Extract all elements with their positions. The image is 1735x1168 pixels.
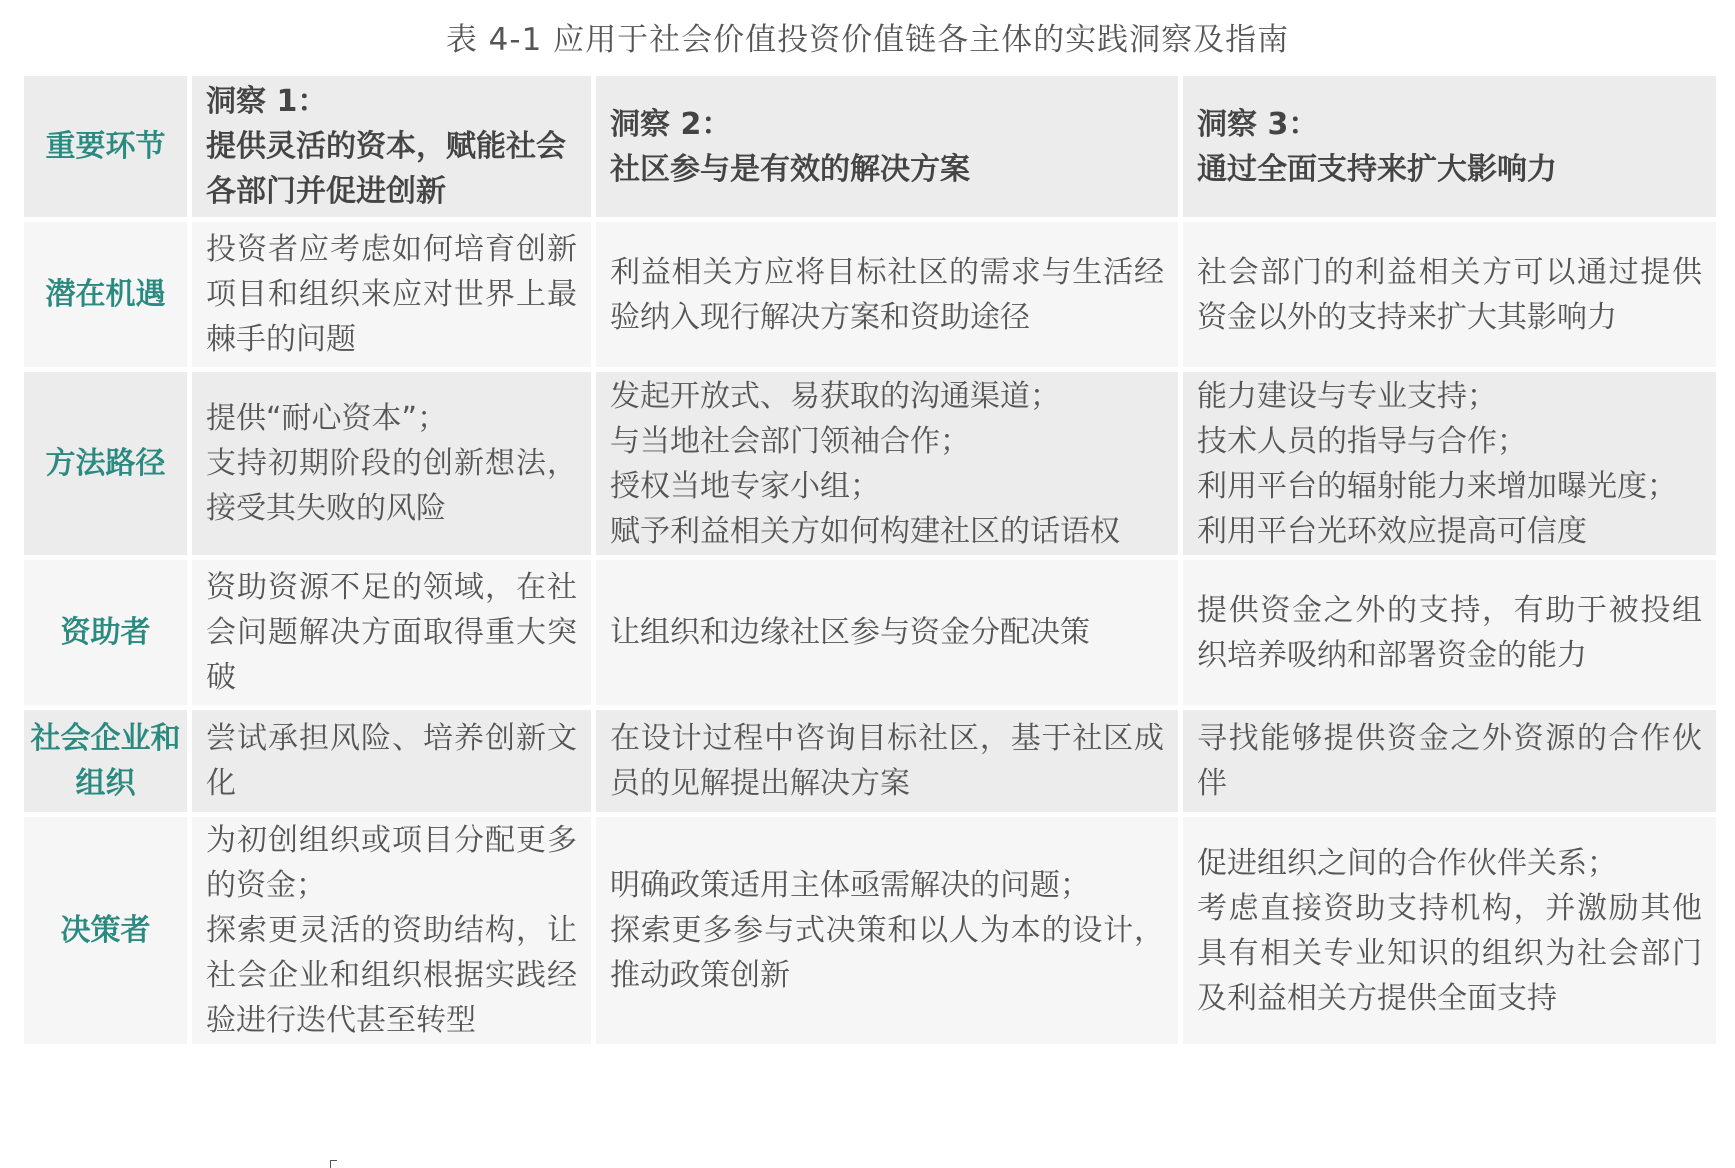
cell-insight-2: 明确政策适用主体亟需解决的问题； 探索更多参与式决策和以人为本的设计，推动政策创新: [596, 817, 1183, 1049]
cell-insight-3: 寻找能够提供资金之外资源的合作伙伴: [1183, 710, 1716, 817]
header-key-stage: 重要环节: [24, 76, 192, 222]
table-row: [24, 817, 1716, 1049]
table-title: 表 4-1 应用于社会价值投资价值链各主体的实践洞察及指南: [445, 22, 1290, 58]
cell-insight-1: 投资者应考虑如何培育创新项目和组织来应对世界上最棘手的问题: [192, 222, 596, 372]
row-label: 决策者: [24, 817, 192, 1049]
cell-insight-3: 社会部门的利益相关方可以通过提供资金以外的支持来扩大其影响力: [1183, 222, 1716, 372]
cell-insight-2: 让组织和边缘社区参与资金分配决策: [596, 560, 1183, 710]
header-insight-3: 洞察 3： 通过全面支持来扩大影响力: [1183, 76, 1716, 222]
row-label: 潜在机遇: [24, 222, 192, 372]
cell-insight-2: 在设计过程中咨询目标社区，基于社区成员的见解提出解决方案: [596, 710, 1183, 817]
cell-insight-1: 资助资源不足的领域，在社会问题解决方面取得重大突破: [192, 560, 596, 710]
table-row: [24, 560, 1716, 710]
cell-insight-1: 提供“耐心资本”； 支持初期阶段的创新想法，接受其失败的风险: [192, 372, 596, 560]
header-insight-1: 洞察 1： 提供灵活的资本，赋能社会各部门并促进创新: [192, 76, 596, 222]
table-row: [24, 710, 1716, 817]
header-row: [24, 76, 1716, 222]
row-label: 社会企业和组织: [24, 710, 192, 817]
table-row: [24, 222, 1716, 372]
row-label: 资助者: [24, 560, 192, 710]
cell-insight-3: 促进组织之间的合作伙伴关系； 考虑直接资助支持机构，并激励其他具有相关专业知识的组织为社会部门及利益相关方提供全面支持: [1183, 817, 1716, 1049]
cell-insight-1: 为初创组织或项目分配更多的资金； 探索更灵活的资助结构，让社会企业和组织根据实践经验进行迭代甚至转型: [192, 817, 596, 1049]
cell-insight-2: 利益相关方应将目标社区的需求与生活经验纳入现行解决方案和资助途径: [596, 222, 1183, 372]
table-row: [24, 372, 1716, 560]
row-label: 方法路径: [24, 372, 192, 560]
cell-insight-1: 尝试承担风险、培养创新文化: [192, 710, 596, 817]
cell-insight-3: 提供资金之外的支持，有助于被投组织培养吸纳和部署资金的能力: [1183, 560, 1716, 710]
header-insight-2: 洞察 2： 社区参与是有效的解决方案: [596, 76, 1183, 222]
cell-insight-3: 能力建设与专业支持； 技术人员的指导与合作； 利用平台的辐射能力来增加曝光度； 利用平台光环效应提高可信度: [1183, 372, 1716, 560]
cell-insight-2: 发起开放式、易获取的沟通渠道； 与当地社会部门领袖合作； 授权当地专家小组； 赋予利益相关方如何构建社区的话语权: [596, 372, 1183, 560]
insights-table: [24, 76, 1716, 1049]
